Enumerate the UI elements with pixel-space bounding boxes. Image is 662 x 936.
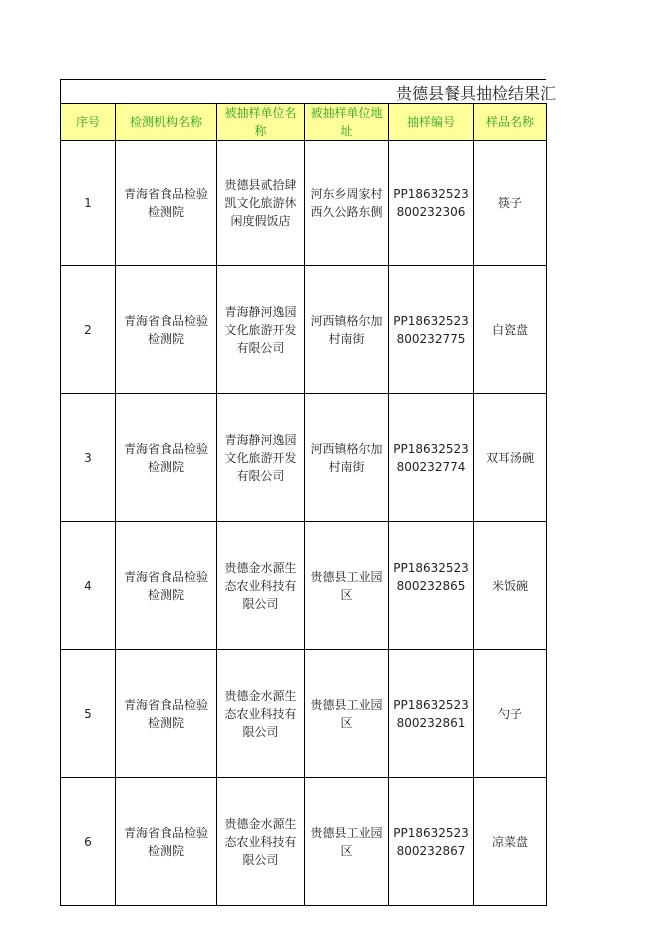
cell-agency: 青海省食品检验检测院 — [116, 778, 217, 906]
cell-unit: 青海静河逸园文化旅游开发有限公司 — [217, 266, 305, 394]
table-row — [61, 650, 547, 778]
header-row — [61, 104, 547, 141]
title-row — [60, 79, 557, 103]
table-row — [61, 778, 547, 906]
table-row — [61, 522, 547, 650]
cell-address: 河西镇格尔加村南街 — [305, 394, 389, 522]
cell-sample: 米饭碗 — [474, 522, 547, 650]
cell-sample: 勺子 — [474, 650, 547, 778]
cell-unit: 贵德金水源生态农业科技有限公司 — [217, 778, 305, 906]
cell-agency: 青海省食品检验检测院 — [116, 141, 217, 266]
cell-code — [389, 522, 474, 650]
cell-unit: 贵德县贰拾肆凯文化旅游休闲度假饭店 — [217, 141, 305, 266]
cell-sample: 筷子 — [474, 141, 547, 266]
cell-code-text: PP18632523800232865 — [393, 560, 469, 593]
cell-code: PP18632523800232306 — [389, 141, 474, 266]
cell-no: 6 — [61, 778, 116, 906]
header-agency: 检测机构名称 — [116, 104, 217, 141]
cell-unit: 青海静河逸园文化旅游开发有限公司 — [217, 394, 305, 522]
table-row — [61, 266, 547, 394]
cell-address: 贵德县工业园区 — [305, 778, 389, 906]
cell-agency: 青海省食品检验检测院 — [116, 522, 217, 650]
cell-no: 2 — [61, 266, 116, 394]
header-sample: 样品名称 — [474, 104, 547, 141]
cell-code: PP18632523800232861 — [389, 650, 474, 778]
table-row — [61, 394, 547, 522]
results-table — [60, 103, 547, 906]
header-code: 抽样编号 — [389, 104, 474, 141]
cell-agency: 青海省食品检验检测院 — [116, 394, 217, 522]
cell-sample: 白瓷盘 — [474, 266, 547, 394]
cell-sample: 双耳汤碗 — [474, 394, 547, 522]
cell-unit: 贵德金水源生态农业科技有限公司 — [217, 650, 305, 778]
cell-no: 4 — [61, 522, 116, 650]
cell-no: 3 — [61, 394, 116, 522]
cell-agency: 青海省食品检验检测院 — [116, 650, 217, 778]
cell-code: PP18632523800232867 — [389, 778, 474, 906]
header-no: 序号 — [61, 104, 116, 141]
sheet-title: 贵德县餐具抽检结果汇 — [396, 84, 557, 103]
header-address: 被抽样单位地址 — [305, 104, 389, 141]
header-unit: 被抽样单位名称 — [217, 104, 305, 141]
cell-agency: 青海省食品检验检测院 — [116, 266, 217, 394]
spreadsheet — [60, 79, 557, 867]
cell-code: PP18632523800232775 — [389, 266, 474, 394]
cell-address: 河西镇格尔加村南街 — [305, 266, 389, 394]
table-row — [61, 141, 547, 266]
cell-no: 1 — [61, 141, 116, 266]
cell-sample: 凉菜盘 — [474, 778, 547, 906]
cell-code: PP18632523800232774 — [389, 394, 474, 522]
cell-address: 河东乡周家村西久公路东侧 — [305, 141, 389, 266]
cell-no: 5 — [61, 650, 116, 778]
cell-address: 贵德县工业园区 — [305, 650, 389, 778]
cell-unit: 贵德金水源生态农业科技有限公司 — [217, 522, 305, 650]
cell-address: 贵德县工业园区 — [305, 522, 389, 650]
